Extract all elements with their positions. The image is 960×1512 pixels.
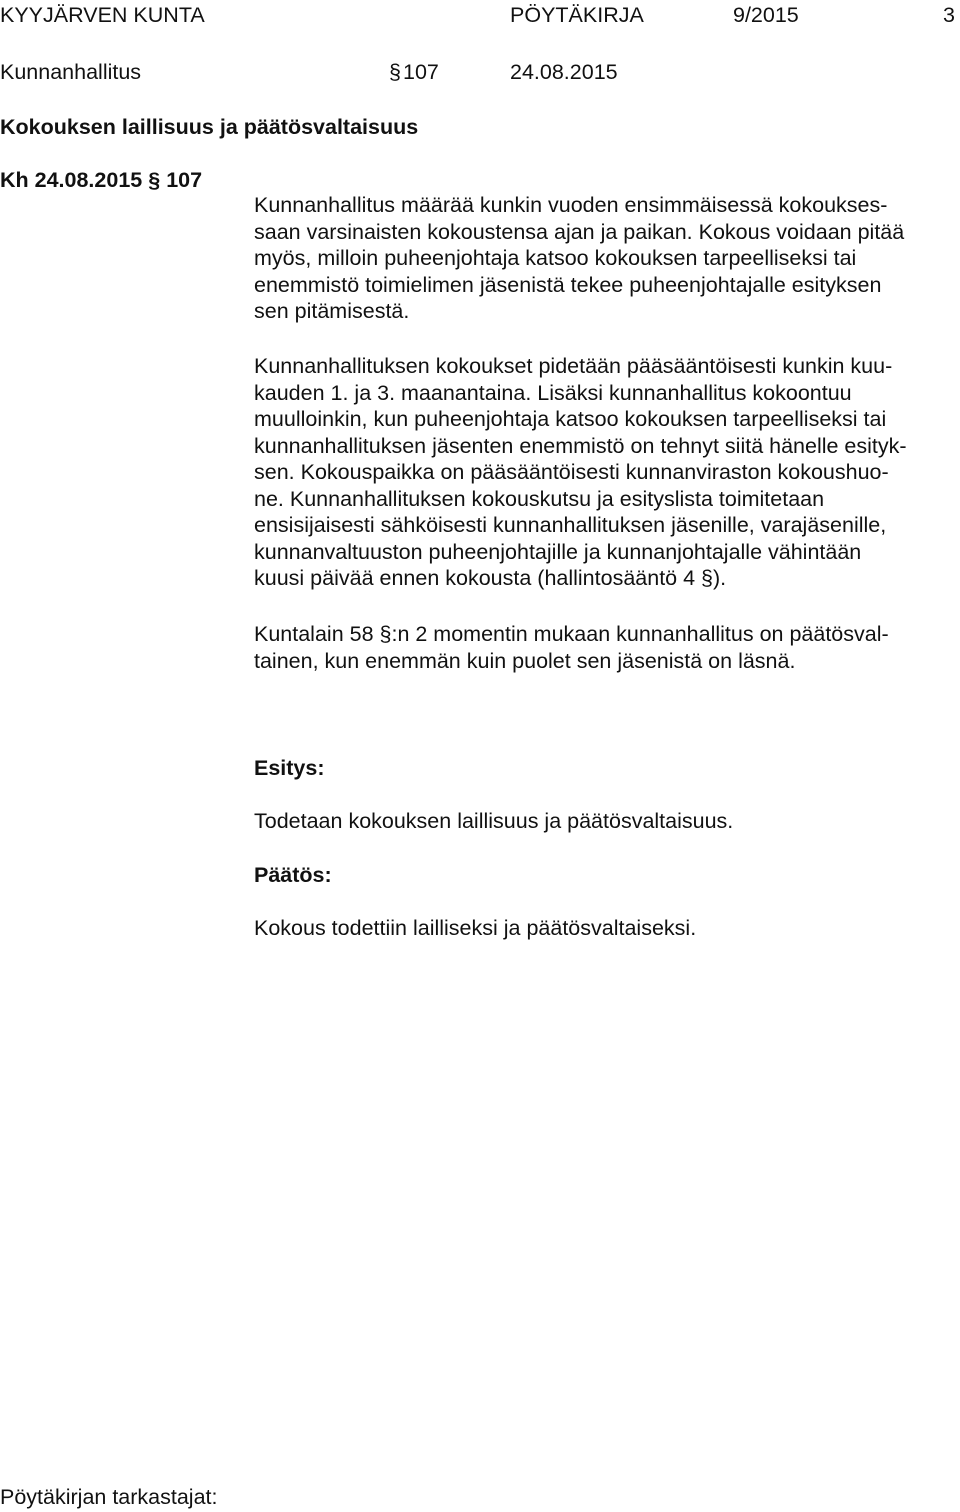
document-type: PÖYTÄKIRJA xyxy=(510,3,644,27)
paragraph-line: ensisijaisesti sähköisesti kunnanhallituksen jäsenille, varajäsenille, xyxy=(254,513,887,537)
paragraph-line: kauden 1. ja 3. maanantaina. Lisäksi kunnanhallitus kokoontuu xyxy=(254,380,852,405)
paragraph-line: myös, milloin puheenjohtaja katsoo kokouksen tarpeelliseksi tai xyxy=(254,246,857,270)
item-reference-prefix: Kh 24.08.2015 xyxy=(0,168,143,192)
proposal-text: Todetaan kokouksen laillisuus ja päätösvaltaisuus. xyxy=(254,809,734,833)
decision-heading: Päätös: xyxy=(254,863,332,887)
section-sign: § xyxy=(389,60,401,84)
item-reference xyxy=(0,167,202,194)
body-name: Kunnanhallitus xyxy=(0,60,142,84)
meeting-date: 24.08.2015 xyxy=(510,60,618,84)
paragraph-line: enemmistö toimielimen jäsenistä tekee puheenjohtajalle esityksen xyxy=(254,272,882,297)
paragraph-3 xyxy=(254,621,954,674)
paragraph-line: sen. Kokouspaikka on pääsääntöisesti kunnanviraston kokoushuo- xyxy=(254,460,889,484)
reviewers-label: Pöytäkirjan tarkastajat: xyxy=(0,1485,218,1509)
paragraph-line: Kunnanhallituksen kokoukset pidetään pääsääntöisesti kunkin kuu- xyxy=(254,354,893,378)
proposal-heading: Esitys: xyxy=(254,756,325,780)
item-title: Kokouksen laillisuus ja päätösvaltaisuus xyxy=(0,115,419,139)
page-number: 3 xyxy=(943,3,955,27)
paragraph-2 xyxy=(254,353,954,592)
decision-text: Kokous todettiin lailliseksi ja päätösvaltaiseksi. xyxy=(254,916,697,940)
paragraph-line: Kuntalain 58 §:n 2 momentin mukaan kunnanhallitus on päätösval- xyxy=(254,622,889,646)
municipality-name: KYYJÄRVEN KUNTA xyxy=(0,3,205,27)
paragraph-line: tainen, kun enemmän kuin puolet sen jäsenistä on läsnä. xyxy=(254,648,796,673)
paragraph-line: saan varsinaisten kokoustensa ajan ja paikan. Kokous voidaan pitää xyxy=(254,219,905,244)
paragraph-line: kunnanvaltuuston puheenjohtajille ja kunnanjohtajalle vähintään xyxy=(254,539,862,564)
paragraph-line: Kunnanhallitus määrää kunkin vuoden ensimmäisessä kokoukses- xyxy=(254,193,888,217)
paragraph-line: sen pitämisestä. xyxy=(254,299,410,323)
item-reference-section-sign: § xyxy=(148,168,161,192)
paragraph-1 xyxy=(254,192,954,325)
paragraph-line: kunnanhallituksen jäsenten enemmistö on tehnyt siitä hänelle esityk- xyxy=(254,433,907,458)
paragraph-line: ne. Kunnanhallituksen kokouskutsu ja esityslista toimitetaan xyxy=(254,486,825,511)
item-reference-number: 107 xyxy=(166,168,203,192)
paragraph-line: kuusi päivää ennen kokousta (hallintosääntö 4 §). xyxy=(254,566,727,590)
paragraph-line: muulloinkin, kun puheenjohtaja katsoo kokouksen tarpeelliseksi tai xyxy=(254,407,887,431)
document-number: 9/2015 xyxy=(733,3,799,27)
section-number: 107 xyxy=(403,60,439,84)
